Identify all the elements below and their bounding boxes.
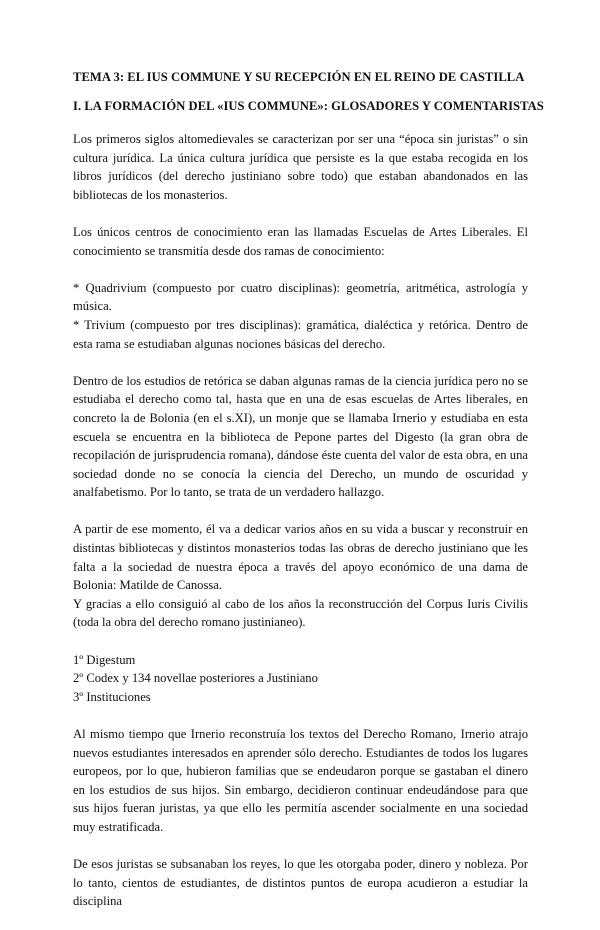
paragraph-irnerio: Dentro de los estudios de retórica se daban algunas ramas de la ciencia jurídica pero no se estudiaba el derecho como tal, hasta que en una de esas escuelas de Artes liberales, en concreto la de Bolonia (en el s.XI), un monje que se llamaba Irnerio y estudiaba en esta escuela se encuentra en la biblioteca de Pepone partes del Digesto (la gran obra de recopilación de jurisprudencia romana), dándose éste cuenta del valor de esta obra, en una sociedad donde no se conocía la ciencia del Derecho, un mundo de oscuridad y analfabetismo. Por lo tanto, se trata de un verdadero hallazgo. <box>73 373 528 500</box>
list-item-digestum: 1º Digestum <box>73 652 136 667</box>
bullet-trivium: * Trivium (compuesto por tres disciplinas): gramática, dialéctica y retórica. Dentro de esta rama se estudiaban algunas nociones básicas del derecho. <box>73 317 528 351</box>
list-item-codex: 2º Codex y 134 novellae posteriores a Justiniano <box>73 671 318 686</box>
paragraph-kings: De esos juristas se subsanaban los reyes, lo que les otorgaba poder, dinero y nobleza. Por lo tanto, cientos de estudiantes, de distintos puntos de europa acudieron a estudiar la disciplina <box>73 857 528 909</box>
list-item-instituciones: 3º Instituciones <box>73 689 151 704</box>
bullet-quadrivium: * Quadrivium (compuesto por cuatro disciplinas): geometría, aritmética, astrología y música. <box>73 280 528 314</box>
document-page <box>73 70 544 930</box>
paragraph-schools: Los únicos centros de conocimiento eran las llamadas Escuelas de Artes Liberales. El conocimiento se transmitía desde dos ramas de conocimiento: <box>73 224 528 258</box>
document-title: TEMA 3: EL IUS COMMUNE Y SU RECEPCIÓN EN EL REINO DE CASTILLA <box>73 70 525 84</box>
paragraph-intro: Los primeros siglos altomedievales se caracterizan por ser una “época sin juristas” o sin cultura jurídica. La única cultura jurídica que persiste es la que estaba recogida en los libros jurídicos (del derecho justiniano sobre todo) que estaban abandonados en las bibliotecas de los monasterios. <box>73 132 528 202</box>
paragraph-reconstruction: A partir de ese momento, él va a dedicar varios años en su vida a buscar y reconstruir en distintas bibliotecas y distintos monasterios todas las obras de derecho justiniano que les falta a la sociedad de nuestra época a través del apoyo económico de una dama de Bolonia: Matilde de Canossa. <box>73 522 528 593</box>
paragraph-corpus: Y gracias a ello consiguió al cabo de los años la reconstrucción del Corpus Iuris Civilis (toda la obra del derecho romano justinianeo). <box>73 596 528 630</box>
paragraph-students: Al mismo tiempo que Irnerio reconstruía los textos del Derecho Romano, Irnerio atrajo nuevos estudiantes interesados en aprender sólo derecho. Estudiantes de todos los lugares europeos, por lo que, hubieron familias que se endeudaron porque se gastaban el dinero en los estudios de sus hijos. Sin embargo, decidieron continuar endeudándose para que sus hijos fueran juristas, ya que ello les permitía ascender socialmente en una sociedad muy estratificada. <box>73 727 528 834</box>
section-heading: I. LA FORMACIÓN DEL «IUS COMMUNE»: GLOSADORES Y COMENTARISTAS <box>73 99 544 113</box>
